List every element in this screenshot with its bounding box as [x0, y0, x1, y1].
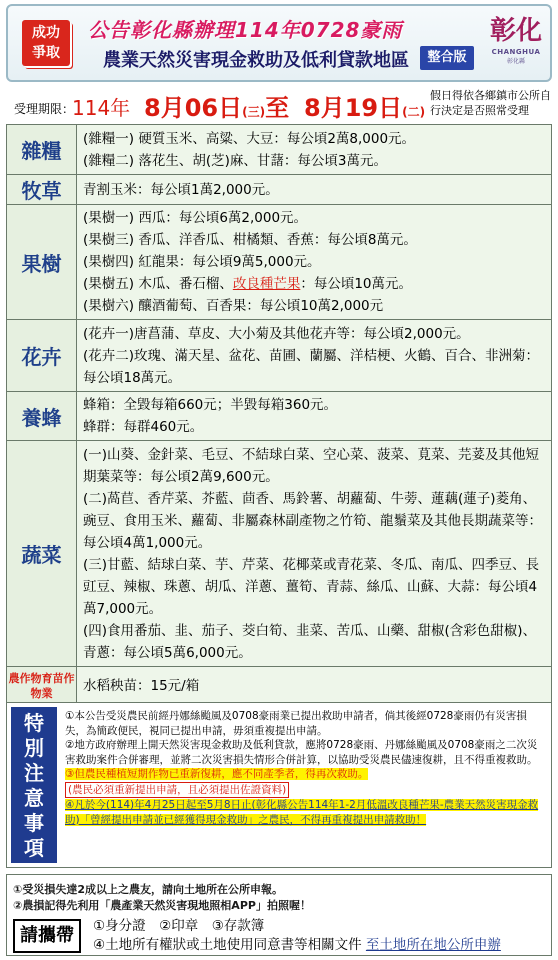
changhua-logo — [482, 14, 550, 78]
photo-app-tip: ②農損記得先利用「農產業天然災害現地照相APP」拍照喔！ — [13, 899, 311, 912]
note-item: ②地方政府辦理上開天然災害現金救助及低利貸款，應將0728豪雨、丹娜絲颱風及0708豪雨之二次災害救助案件合併審理，並將二次災害損失情形合併計算，以協助受災農民儘速復耕，且不得重複救助。 — [65, 739, 538, 766]
edition-tag: 整合版 — [420, 46, 474, 70]
success-badge — [22, 20, 70, 66]
table-row — [7, 667, 552, 705]
table-row — [7, 441, 552, 667]
period-note: 假日得依各鄉鎮市公所自行決定是否照常受理 — [430, 89, 551, 117]
period-end-dow: (二) — [402, 105, 426, 119]
bring-items-1: ①身分證 ②印章 ③存款簿 — [93, 918, 265, 934]
table-row — [7, 205, 552, 320]
category-content — [77, 175, 552, 205]
period-end-date: 8月19日 — [304, 94, 403, 122]
category-content — [77, 320, 552, 392]
note-item — [65, 798, 547, 827]
category-label: 花卉 — [7, 320, 77, 392]
period-start — [144, 88, 289, 123]
category-content — [77, 667, 552, 705]
announcement-title: 公告彰化縣辦理114年0728豪雨 — [88, 18, 403, 42]
category-label: 牧草 — [7, 175, 77, 205]
content-line: (雜糧一) 硬質玉米、高粱、大豆：每公頃2萬8,000元。 — [83, 130, 416, 147]
period-end — [304, 88, 425, 123]
logo-subtitle: 彰化縣 — [506, 58, 525, 65]
header-banner — [6, 4, 552, 82]
category-label: 農作物育苗作物業 — [7, 667, 77, 705]
content-line: (雜糧二) 落花生、胡(芝)麻、甘藷：每公頃3萬元。 — [83, 152, 387, 169]
content-line: (果樹一) 西瓜：每公頃6萬2,000元。 — [83, 210, 308, 226]
category-content — [77, 392, 552, 441]
note-item: ①本公告受災農民前經丹娜絲颱風及0708豪雨業已提出救助申請者，倘其後經0728豪雨仍有災害損失，為簡政便民，視同已提出申請，毋須重複提出申請。 — [65, 710, 527, 737]
period-to: 至 — [265, 94, 290, 122]
note-highlight: ③但農民種植短期作物已重新復耕，應不同產季者，得再次救助。 — [65, 768, 369, 780]
category-content — [77, 125, 552, 175]
note-item — [65, 782, 547, 799]
period-start-dow: (三) — [242, 105, 266, 119]
content-line: 水稻秧苗：15元/箱 — [83, 677, 200, 694]
period-start-date: 8月06日 — [144, 94, 243, 122]
badge-text: 成功 爭取 — [32, 25, 60, 61]
content-line-prefix: (果樹五) 木瓜、番石榴、 — [83, 276, 233, 292]
bring-label: 請攜帶 — [13, 919, 81, 953]
table-row — [7, 175, 552, 205]
category-label: 雜糧 — [7, 125, 77, 175]
content-line-suffix: ：每公頃10萬元。 — [300, 276, 413, 292]
bring-items-section — [6, 874, 552, 956]
application-period — [6, 86, 552, 122]
content-line: 蜂群：每群460元。 — [83, 419, 204, 435]
improved-mango-highlight: 改良種芒果 — [232, 276, 301, 292]
table-row — [7, 125, 552, 175]
content-line: 青割玉米：每公頃1萬2,000元。 — [83, 181, 279, 198]
category-content — [77, 205, 552, 320]
special-notes — [6, 702, 552, 868]
category-label: 養蜂 — [7, 392, 77, 441]
table-row — [7, 392, 552, 441]
notes-heading — [11, 707, 57, 863]
report-tip: ①受災損失達2成以上之農友，請向土地所在公所申報。 — [13, 883, 283, 896]
content-line: (三)甘藍、結球白菜、芋、芹菜、花椰菜或青花菜、冬瓜、南瓜、四季豆、長豇豆、辣椒、珠蔥、胡瓜、洋蔥、薑筍、青蒜、絲瓜、山蘇、大蒜：每公頃4萬7,000元。 — [83, 556, 540, 617]
notes-heading-text: 特別注意事項 — [24, 711, 44, 860]
content-line: (一)山葵、金針菜、毛豆、不結球白菜、空心菜、菠菜、莧菜、芫荽及其他短期葉菜等：每公頃2萬9,600元。 — [83, 446, 540, 485]
content-line: (果樹三) 香瓜、洋香瓜、柑橘類、香蕉：每公頃8萬元。 — [83, 232, 417, 248]
content-line: (花卉一)唐菖蒲、草皮、大小菊及其他花卉等：每公頃2,000元。 — [83, 325, 470, 342]
notes-body — [65, 709, 547, 827]
apply-office-link: 至土地所在地公所申辦 — [365, 937, 501, 953]
content-line: (果樹六) 釀酒葡萄、百香果：每公頃10萬2,000元 — [83, 298, 384, 314]
note-boxed: (農民必須重新提出申請，且必須提出佐證資料) — [65, 782, 289, 799]
bring-items-2 — [93, 936, 549, 955]
bring-items-2-text: ④土地所有權狀或土地使用同意書等相關文件 — [93, 937, 362, 953]
content-line: (二)萵苣、香芹菜、芥藍、茴香、馬鈴薯、胡蘿蔔、牛蒡、蓮藕(蓮子)菱角、豌豆、食用玉米、蘿蔔、非屬森林副產物之竹筍、龍鬚菜及其他長期蔬菜等：每公頃4萬1,000元。 — [83, 490, 542, 551]
note-warning: ④凡於今(114)年4月25日起至5月8日止(彰化縣公告114年1-2月低溫改良種芒果-農業天然災害現金救助)「曾經提出申請並已經獲得現金救助」之農民，不得再重複提出申請救助！ — [65, 799, 539, 826]
category-content — [77, 441, 552, 667]
logo-mark: 彰化 — [489, 16, 542, 46]
content-line: 蜂箱：全毀每箱660元；半毀每箱360元。 — [83, 397, 338, 413]
content-line: (花卉二)玫瑰、滿天星、盆花、苗圃、蘭屬、洋桔梗、火鶴、百合、非洲菊：每公頃18萬元。 — [83, 347, 540, 386]
content-line — [83, 273, 545, 295]
content-line: (四)食用番茄、韭、茄子、茭白筍、韭菜、苦瓜、山藥、甜椒(含彩色甜椒)、青蔥：每公頃5萬6,000元。 — [83, 622, 537, 661]
note-item — [65, 767, 547, 782]
content-line: (果樹四) 紅龍果：每公頃9萬5,000元。 — [83, 254, 321, 270]
category-label: 果樹 — [7, 205, 77, 320]
table-row — [7, 320, 552, 392]
period-year: 114年 — [72, 96, 131, 120]
period-label: 受理期限： — [14, 102, 75, 116]
announcement-subtitle: 農業天然災害現金救助及低利貸款地區 — [103, 50, 409, 71]
bring-list — [93, 917, 549, 955]
category-label: 蔬菜 — [7, 441, 77, 667]
relief-table — [6, 124, 552, 705]
logo-english: CHANGHUA — [491, 48, 541, 56]
